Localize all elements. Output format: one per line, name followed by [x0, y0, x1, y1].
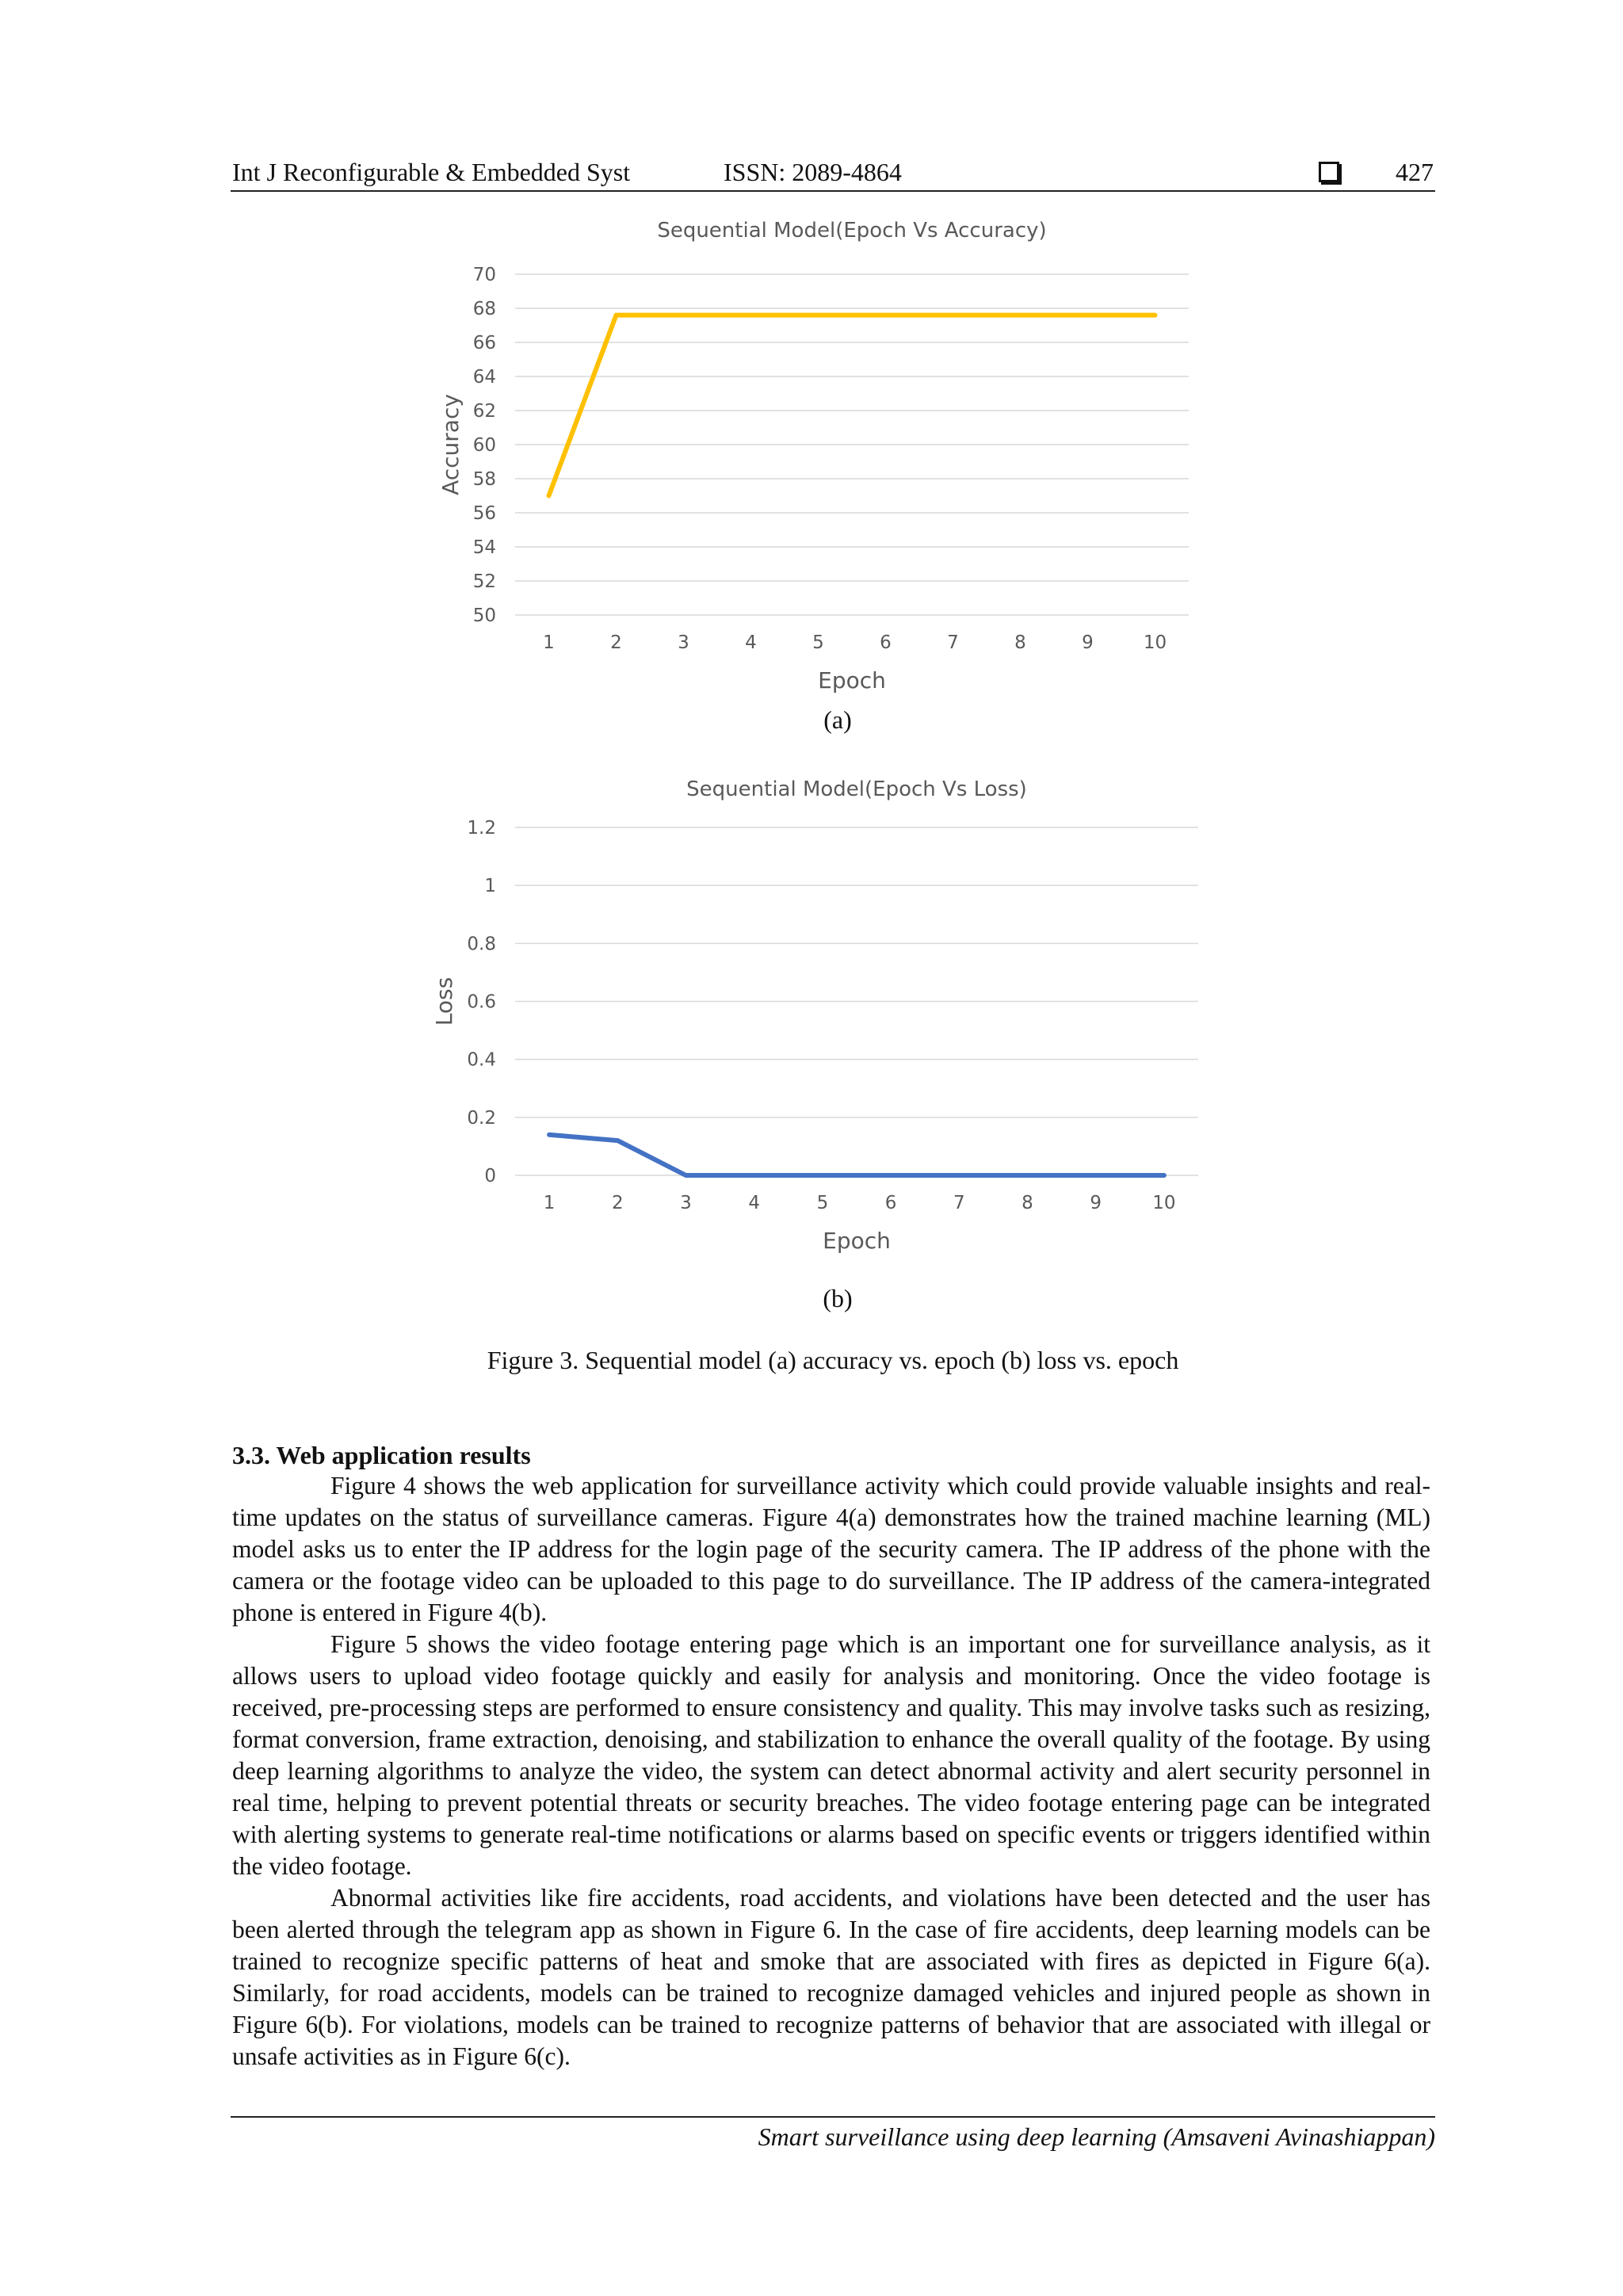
- checkbox-square-icon: [1319, 162, 1339, 182]
- running-footer: Smart surveillance using deep learning (Amsaveni Avinashiappan): [758, 2122, 1435, 2151]
- y-tick-label: 0.6: [467, 991, 496, 1013]
- y-tick-label: 62: [472, 401, 496, 422]
- paragraph: Abnormal activities like fire accidents, road accidents, and violations have been detected and the user has been alerted through the telegram app as shown in Figure 6. In the case of fire accidents, deep learning models can be trained to recognize specific patterns of heat and smoke that are associated with fires as depicted in Figure 6(a). Similarly, for road accidents, models can be trained to recognize damaged vehicles and injured people as shown in Figure 6(b). For violations, models can be trained to recognize patterns of behavior that are associated with illegal or unsafe activities as in Figure 6(c).: [232, 1884, 1430, 2070]
- y-tick-label: 70: [472, 265, 496, 285]
- footer-rule: [231, 2116, 1435, 2118]
- y-tick-label: 0.8: [467, 934, 496, 955]
- y-tick-label: 66: [472, 333, 496, 353]
- y-tick-label: 64: [472, 367, 496, 388]
- y-axis-label: Loss: [431, 976, 457, 1026]
- x-tick-label: 5: [816, 1193, 829, 1213]
- x-tick-label: 2: [610, 632, 622, 653]
- x-tick-label: 8: [1014, 632, 1026, 653]
- y-tick-label: 1: [484, 876, 496, 897]
- y-tick-label: 0: [484, 1166, 496, 1186]
- x-tick-label: 7: [953, 1193, 965, 1213]
- chart-title: Sequential Model(Epoch Vs Loss): [686, 777, 1027, 801]
- chart-title: Sequential Model(Epoch Vs Accuracy): [657, 219, 1047, 243]
- paragraph: Figure 5 shows the video footage entering page which is an important one for surveillance analysis, as it allows users to upload video footage quickly and easily for analysis and monitoring. Once the video footage is received, pre-processing steps are performed to ensure consistency and quality. This may involve tasks such as resizing, format conversion, frame extraction, denoising, and stabilization to enhance the overall quality of the footage. By using deep learning algorithms to analyze the video, the system can detect abnormal activity and alert security personnel in real time, helping to prevent potential threats or security breaches. The video footage entering page can be integrated with alerting systems to generate real-time notifications or alarms based on specific events or triggers identified within the video footage.: [232, 1630, 1430, 1880]
- section-heading: 3.3. Web application results: [232, 1441, 531, 1469]
- x-tick-label: 5: [812, 632, 824, 653]
- x-tick-label: 9: [1090, 1193, 1102, 1213]
- x-axis-label: Epoch: [823, 1228, 891, 1254]
- running-header: [231, 154, 1435, 192]
- journal-name: Int J Reconfigurable & Embedded Syst: [232, 158, 631, 186]
- y-tick-label: 56: [472, 503, 496, 524]
- series-line-loss: [549, 1135, 1164, 1175]
- x-tick-label: 7: [947, 632, 959, 653]
- y-tick-label: 0.2: [467, 1107, 496, 1129]
- x-tick-label: 9: [1082, 632, 1094, 653]
- x-tick-label: 8: [1022, 1193, 1033, 1213]
- accuracy-chart: [437, 214, 1236, 721]
- page-number: 427: [1396, 158, 1434, 186]
- x-tick-label: 3: [680, 1193, 692, 1213]
- issn: ISSN: 2089-4864: [724, 158, 902, 186]
- figure-label-b: (b): [823, 1284, 853, 1312]
- y-tick-label: 1.2: [467, 818, 496, 839]
- x-tick-label: 6: [884, 1193, 897, 1213]
- y-tick-label: 58: [472, 469, 496, 490]
- y-tick-label: 52: [472, 571, 496, 592]
- y-tick-label: 68: [472, 299, 496, 319]
- y-tick-label: 60: [472, 435, 496, 456]
- loss-chart: [431, 777, 1236, 1292]
- y-axis-label: Accuracy: [437, 394, 464, 495]
- x-tick-label: 1: [543, 1193, 556, 1213]
- paragraph: Figure 4 shows the web application for surveillance activity which could provide valuable insights and real-time updates on the status of surveillance cameras. Figure 4(a) demonstrates how the trained machine learning (ML) model asks us to enter the IP address for the login page of the security camera. The IP address of the phone with the camera or the footage video can be uploaded to this page to do surveillance. The IP address of the camera-integrated phone is entered in Figure 4(b).: [232, 1472, 1430, 1626]
- figure-caption: Figure 3. Sequential model (a) accuracy vs. epoch (b) loss vs. epoch: [487, 1346, 1179, 1374]
- x-tick-label: 3: [678, 632, 689, 653]
- y-tick-label: 0.4: [467, 1049, 496, 1071]
- x-tick-label: 6: [880, 632, 892, 653]
- y-tick-label: 50: [472, 606, 496, 626]
- x-tick-label: 4: [745, 632, 757, 653]
- x-axis-label: Epoch: [818, 667, 886, 693]
- y-tick-label: 54: [472, 537, 496, 558]
- x-tick-label: 4: [748, 1193, 761, 1213]
- x-tick-label: 10: [1143, 632, 1167, 653]
- figure-label-a: (a): [823, 705, 852, 734]
- x-tick-label: 1: [543, 632, 555, 653]
- x-tick-label: 10: [1152, 1193, 1176, 1213]
- section-body: [232, 1470, 1430, 2073]
- x-tick-label: 2: [611, 1193, 624, 1213]
